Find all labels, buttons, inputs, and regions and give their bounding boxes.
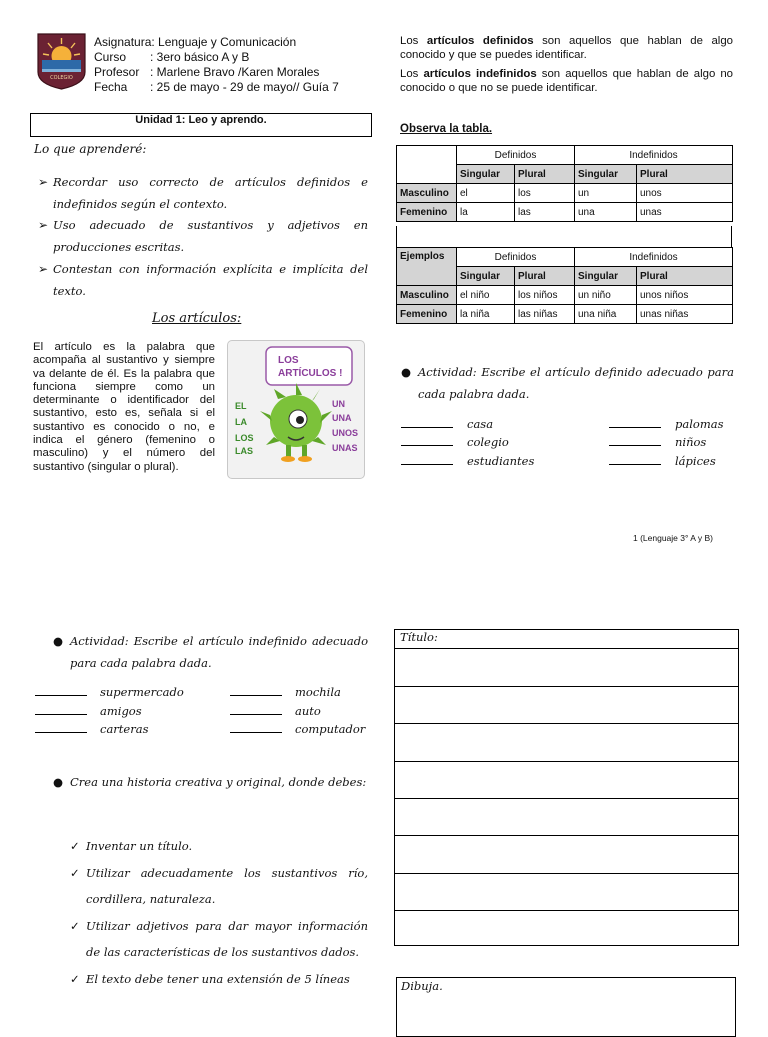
requirement-item: ✓ El texto debe tener una extensión de 5 líneas — [70, 966, 368, 993]
table-subheader: Singular — [457, 165, 515, 184]
articles-illustration — [227, 340, 365, 479]
table-corner: Ejemplos — [397, 248, 457, 286]
fill-blank-row: casa palomas — [401, 417, 736, 436]
header-row-asignatura: Asignatura: Lenguaje y Comunicación — [94, 35, 297, 49]
table-group-header: Definidos — [457, 146, 575, 165]
answer-blank[interactable] — [609, 417, 661, 428]
requirement-item: ✓ Utilizar adjetivos para dar mayor información de las características de los sustantivos dados. — [70, 913, 368, 966]
title-label: Título: — [400, 630, 438, 644]
table-subheader: Singular — [457, 267, 515, 286]
learning-goal-item: ➢ Contestan con información explícita e implícita del texto. — [38, 259, 368, 302]
examples-table — [396, 247, 733, 324]
fill-blank-row: colegio niños — [401, 435, 736, 454]
table-subheader: Singular — [575, 165, 637, 184]
table-subheader: Plural — [637, 165, 733, 184]
illustration-word-left: LA — [235, 417, 247, 427]
answer-blank[interactable] — [609, 454, 661, 465]
fill-blank-row: supermercado mochila — [35, 685, 370, 704]
monster-figure — [260, 383, 332, 462]
table-row: Masculino el los un unos — [397, 184, 733, 203]
drawing-box[interactable] — [396, 977, 736, 1037]
table-corner — [397, 146, 457, 184]
fill-blank-row: carteras computador — [35, 722, 370, 741]
check-icon: ✓ — [70, 839, 80, 853]
articles-table — [396, 145, 733, 222]
illustration-word-left: LAS — [235, 446, 253, 456]
answer-blank[interactable] — [401, 454, 453, 465]
table-group-header: Indefinidos — [575, 146, 733, 165]
header-row-fecha: Fecha : 25 de mayo - 29 de mayo// Guía 7 — [94, 80, 339, 94]
check-icon: ✓ — [70, 971, 80, 986]
illustration-word-right: UN — [332, 399, 345, 409]
fill-blank-row: amigos auto — [35, 704, 370, 723]
table-row: Femenino la niña las niñas una niña unas niñas — [397, 305, 733, 324]
arrow-bullet-icon: ➢ — [38, 218, 49, 233]
table-group-header: Indefinidos — [575, 248, 733, 267]
answer-blank[interactable] — [35, 722, 87, 733]
bullet-icon: ● — [401, 365, 412, 379]
illustration-heading-2: ARTÍCULOS ! — [278, 368, 343, 379]
story-requirements-list — [70, 833, 368, 992]
table-subheader: Singular — [575, 267, 637, 286]
indefinite-articles-definition: Los artículos indefinidos son aquellos que hablan de algo no conocido o que no se puede identificar. — [400, 68, 733, 94]
school-logo — [36, 32, 87, 90]
learning-goal-item: ➢ Recordar uso correcto de artículos definidos e indefinidos según el contexto. — [38, 172, 368, 215]
table-subheader: Plural — [637, 267, 733, 286]
answer-blank[interactable] — [401, 417, 453, 428]
illustration-word-right: UNOS — [332, 428, 359, 438]
header-info — [94, 35, 339, 95]
svg-text:COLEGIO: COLEGIO — [50, 75, 73, 81]
articles-paragraph: El artículo es la palabra que acompaña al sustantivo y siempre va delante de él. Es la palabra que funciona siempre como un determinante o identificador del sustantivo, esto es, señala si el sustantivo es conocido o no, e indica el género (femenino o masculino) y el número del sustantivo (singular o plural). — [33, 341, 215, 473]
story-writing-box[interactable] — [394, 629, 739, 946]
table-subheader: Plural — [515, 267, 575, 286]
answer-blank[interactable] — [35, 685, 87, 696]
illustration-word-right: UNAS — [332, 443, 358, 453]
fill-blank-row: estudiantes lápices — [401, 454, 736, 473]
illustration-word-left: EL — [235, 401, 247, 411]
table-row: Masculino el niño los niños un niño unos niños — [397, 286, 733, 305]
draw-label: Dibuja. — [401, 979, 443, 993]
answer-blank[interactable] — [35, 704, 87, 715]
answer-blank[interactable] — [609, 435, 661, 446]
arrow-bullet-icon: ➢ — [38, 175, 49, 189]
table-spacer — [396, 226, 732, 247]
story-activity-instructions: ● Crea una historia creativa y original, donde debes: — [70, 771, 368, 793]
illustration-heading-1: LOS — [278, 355, 299, 366]
definite-articles-definition: Los artículos definidos son aquellos que hablan de algo conocido y que se puedes identificar. — [400, 35, 733, 61]
observe-table-title: Observa la tabla. — [400, 123, 493, 135]
learning-goals-title: Lo que aprenderé: — [34, 142, 147, 156]
header-row-curso: Curso : 3ero básico A y B — [94, 50, 250, 64]
answer-blank[interactable] — [230, 722, 282, 733]
illustration-word-left: LOS — [235, 433, 254, 443]
arrow-bullet-icon: ➢ — [38, 261, 49, 276]
articles-section-title: Los artículos: — [152, 311, 242, 326]
activity-indefinite-instructions: ● Actividad: Escribe el artículo indefinido adecuado para cada palabra dada. — [70, 630, 368, 674]
requirement-item: ✓ Inventar un título. — [70, 833, 368, 860]
learning-goals-list — [38, 172, 368, 302]
answer-blank[interactable] — [230, 704, 282, 715]
page-footer: 1 (Lenguaje 3° A y B) — [633, 533, 713, 543]
table-subheader: Plural — [515, 165, 575, 184]
check-icon: ✓ — [70, 865, 80, 880]
illustration-word-right: UNA — [332, 413, 352, 423]
activity-definite-instructions: ● Actividad: Escribe el artículo definido adecuado para cada palabra dada. — [418, 362, 734, 405]
bullet-icon: ● — [53, 634, 64, 648]
answer-blank[interactable] — [230, 685, 282, 696]
table-row: Femenino la las una unas — [397, 203, 733, 222]
bullet-icon: ● — [53, 775, 64, 789]
check-icon: ✓ — [70, 918, 80, 933]
requirement-item: ✓ Utilizar adecuadamente los sustantivos río, cordillera, naturaleza. — [70, 860, 368, 913]
table-group-header: Definidos — [457, 248, 575, 267]
answer-blank[interactable] — [401, 435, 453, 446]
learning-goal-item: ➢ Uso adecuado de sustantivos y adjetivos en producciones escritas. — [38, 215, 368, 258]
unit-title: Unidad 1: Leo y aprendo. — [30, 113, 372, 137]
header-row-profesor: Profesor : Marlene Bravo /Karen Morales — [94, 65, 320, 79]
